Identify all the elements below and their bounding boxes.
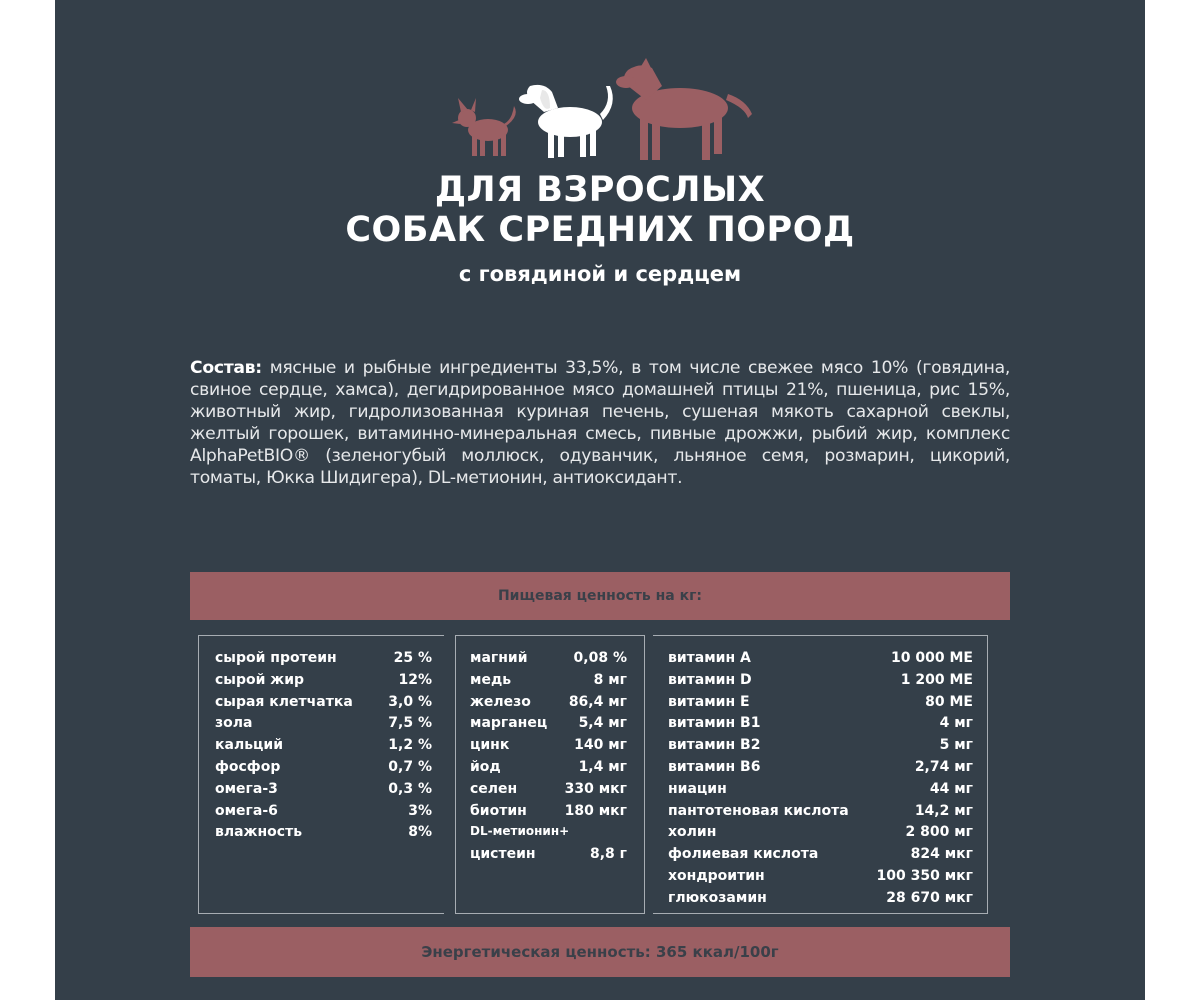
nutrition-row: [668, 694, 973, 716]
nutrient-name: цистеин: [470, 846, 536, 863]
nutrient-name: DL-метионин+: [470, 824, 570, 839]
nutrition-row: [470, 737, 627, 759]
nutrition-row: [668, 803, 973, 825]
subtitle: с говядиной и сердцем: [458, 262, 742, 286]
nutrient-value: 180 мкг: [564, 802, 627, 819]
nutrition-row: [215, 824, 432, 846]
nutrition-row: [215, 737, 432, 759]
nutrition-row: [668, 846, 973, 868]
nutrient-name: марганец: [470, 715, 548, 732]
nutrient-name: кальций: [215, 737, 284, 754]
nutrient-value: 3,0 %: [388, 693, 432, 710]
nutrient-name: йод: [470, 758, 501, 775]
nutrient-name: фосфор: [215, 758, 281, 775]
nutrient-value: 8,8 г: [590, 846, 627, 863]
large-dog-icon: [616, 58, 752, 160]
nutrient-name: сырой жир: [215, 671, 305, 688]
dog-sizes-graphic: [440, 50, 760, 170]
nutrition-row: [470, 759, 627, 781]
nutrient-value: 2 800 мг: [905, 824, 973, 841]
energy-value-bar: Энергетическая ценность: 365 ккал/100г: [190, 927, 1010, 977]
nutrient-name: железо: [470, 693, 531, 710]
nutrient-name: биотин: [470, 802, 527, 819]
nutrition-row: [470, 803, 627, 825]
nutrient-value: 8 мг: [593, 671, 627, 688]
nutrition-row: [668, 672, 973, 694]
nutrition-row: [668, 650, 973, 672]
nutrition-row: [470, 672, 627, 694]
medium-dog-icon: [519, 85, 613, 158]
nutrition-row: [215, 781, 432, 803]
nutrient-value: 1,2 %: [388, 737, 432, 754]
nutrition-row: [215, 650, 432, 672]
nutrient-value: 100 350 мкг: [876, 867, 973, 884]
nutrient-name: омега-6: [215, 802, 278, 819]
nutrient-name: фолиевая кислота: [668, 846, 819, 863]
nutrient-name: витамин Е: [668, 693, 750, 710]
nutrient-name: витамин В2: [668, 737, 761, 754]
nutrition-row: [668, 868, 973, 890]
nutrition-column-1: [215, 650, 432, 846]
nutrient-value: 3%: [408, 802, 432, 819]
nutrient-value: 0,7 %: [388, 758, 432, 775]
nutrient-name: витамин D: [668, 671, 752, 688]
nutrient-name: зола: [215, 715, 253, 732]
nutrient-value: 2,74 мг: [914, 758, 973, 775]
nutrient-name: сырая клетчатка: [215, 693, 353, 710]
nutrient-value: 5 мг: [939, 737, 973, 754]
nutrition-row: [668, 824, 973, 846]
small-dog-icon: [452, 98, 516, 156]
nutrient-name: цинк: [470, 737, 510, 754]
nutrition-row: [215, 694, 432, 716]
nutrient-name: хондроитин: [668, 867, 765, 884]
nutrient-value: 1,4 мг: [578, 758, 627, 775]
composition-label: Состав:: [190, 358, 262, 378]
nutrition-row: [668, 890, 973, 912]
nutrient-value: 0,08 %: [573, 650, 627, 666]
nutrient-value: 80 МЕ: [925, 693, 973, 710]
nutrient-value: 28 670 мкг: [886, 889, 973, 906]
nutrition-header: Пищевая ценность на кг:: [190, 572, 1010, 620]
nutrition-row: [668, 737, 973, 759]
nutrition-row: [215, 672, 432, 694]
nutrient-value: 1 200 МЕ: [900, 671, 973, 688]
nutrition-row: [215, 715, 432, 737]
nutrient-name: омега-3: [215, 780, 278, 797]
nutrition-row: [215, 759, 432, 781]
nutrient-value: 10 000 МЕ: [891, 650, 973, 666]
nutrition-row: [215, 803, 432, 825]
nutrient-name: сырой протеин: [215, 650, 337, 666]
nutrient-name: витамин В1: [668, 715, 761, 732]
nutrient-value: 824 мкг: [910, 846, 973, 863]
composition-body: мясные и рыбные ингредиенты 33,5%, в том числе свежее мясо 10% (говядина, свиное сердце, хамса), дегидрированное мясо домашней птицы 21%, пшеница, рис 15%, животный жир, гидролизованная куриная печень, сушеная мякоть сахарной свеклы, желтый горошек, витаминно-минеральная смесь, пивные дрожжи, рыбий жир, комплекс AlphaPetBIO® (зеленогубый моллюск, одуванчик, льняное семя, розмарин, цикорий, томаты, Юкка Шидигера), DL-метионин, антиоксидант.: [190, 358, 1010, 488]
nutrient-value: 330 мкг: [564, 780, 627, 797]
nutrition-row: [470, 824, 627, 846]
nutrient-name: магний: [470, 650, 528, 666]
nutrient-value: 86,4 мг: [568, 693, 627, 710]
nutrient-name: витамин В6: [668, 758, 761, 775]
nutrition-row: [470, 650, 627, 672]
nutrient-name: витамин А: [668, 650, 751, 666]
nutrient-value: 14,2 мг: [914, 802, 973, 819]
nutrient-value: 0,3 %: [388, 780, 432, 797]
nutrient-name: ниацин: [668, 780, 727, 797]
nutrient-value: 8%: [408, 824, 432, 841]
nutrient-value: 12%: [398, 671, 432, 688]
nutrition-column-2: [470, 650, 627, 868]
nutrient-value: 7,5 %: [388, 715, 432, 732]
nutrition-column-3: [668, 650, 973, 912]
nutrition-row: [470, 781, 627, 803]
title-line-2: СОБАК СРЕДНИХ ПОРОД: [345, 210, 855, 250]
nutrition-row: [668, 715, 973, 737]
nutrient-name: влажность: [215, 824, 303, 841]
nutrient-name: медь: [470, 671, 512, 688]
nutrient-value: 5,4 мг: [578, 715, 627, 732]
composition-text: [190, 357, 1010, 489]
nutrient-value: 4 мг: [939, 715, 973, 732]
nutrient-value: 25 %: [393, 650, 432, 666]
nutrient-name: холин: [668, 824, 717, 841]
nutrition-row: [470, 694, 627, 716]
nutrition-row: [470, 715, 627, 737]
nutrition-row: [668, 759, 973, 781]
nutrient-name: глюкозамин: [668, 889, 767, 906]
nutrient-value: 140 мг: [574, 737, 627, 754]
nutrition-row: [470, 846, 627, 868]
nutrient-name: пантотеновая кислота: [668, 802, 849, 819]
nutrition-row: [668, 781, 973, 803]
nutrient-name: селен: [470, 780, 518, 797]
nutrient-value: 44 мг: [929, 780, 973, 797]
title-line-1: ДЛЯ ВЗРОСЛЫХ: [434, 170, 766, 210]
